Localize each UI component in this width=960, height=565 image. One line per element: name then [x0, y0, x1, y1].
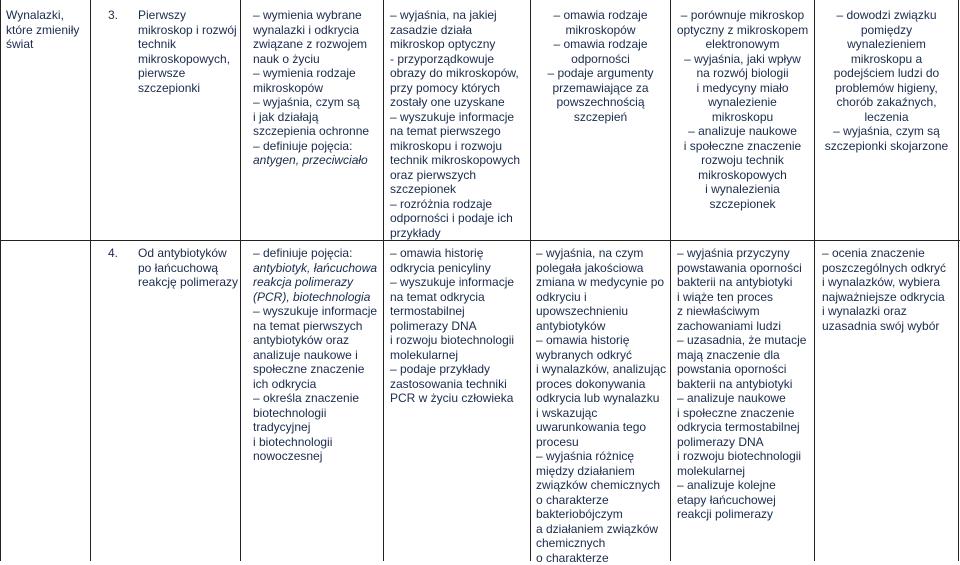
extended-requirements-cell: – omawia rodzaje mikroskopów – omawia rodzaje odporności – podaje argumenty przemawiające za powszechnością szczepień: [547, 8, 654, 124]
column-divider: [0, 0, 1, 561]
topic-cell: Pierwszy mikroskop i rozwój technik mikroskopowych, pierwsze szczepionki: [138, 8, 237, 95]
basic-requirements-cell: – wyjaśnia, na jakiej zasadzie działa mikroskop optyczny - przyporządkowuje obrazy do mikroskopów, przy pomocy których zostały one uzyskane – wyszukuje informacje na temat pierwszego mikroskopu i rozwoju technik mikroskopowych oraz pierwszych szczepionek – rozróżnia rodzaje odporności i podaje ich przykłady: [390, 8, 521, 240]
column-divider: [383, 0, 384, 561]
section-label: Wynalazki, które zmieniły świat: [6, 8, 80, 51]
row-number: 4.: [108, 246, 119, 260]
topic-cell: Od antybiotyków po łańcuchową reakcję polimerazy: [138, 246, 239, 289]
content-cell: – wymienia wybrane wynalazki i odkrycia związane z rozwojem nauk o życiu – wymienia rodzaje mikroskopów – wyjaśnia, czym są i jak działają szczepienia ochronne – definiuje pojęcia: antygen, przeciwciało: [253, 8, 370, 167]
basic-requirements-cell: – omawia historię odkrycia penicyliny – wyszukuje informacje na temat odkrycia termostabilnej polimerazy DNA i rozwoju biotechnologii molekularnej – podaje przykłady zastosowania techniki PCR w życiu człowieka: [390, 246, 515, 405]
column-divider: [958, 0, 959, 561]
row-divider: [0, 240, 960, 241]
beyond-requirements-cell: – ocenia znaczenie poszczególnych odkryć i wynalazków, wybiera najważniejsze odkrycia i wynalazki oraz uzasadnia swój wybór: [822, 246, 947, 333]
extended-requirements-cell: – wyjaśnia, na czym polegała jakościowa zmiana w medycynie po odkryciu i upowszechnieniu antybiotyków – omawia historię wybranych odkryć i wynalazków, analizując proces dokonywania odkrycia lub wynalazku i wskazując uwarunkowania tego procesu – wyjaśnia różnicę między działaniem związków chemicznych o charakterze bakteriobójczym a działaniem związków chemicznych o charakterze: [536, 246, 667, 565]
beyond-requirements-cell: – dowodzi związku pomiędzy wynalezieniem mikroskopu a podejściem ludzi do problemów higieny, chorób zakaźnych, leczenia – wyjaśnia, czym są szczepionki skojarzone: [824, 8, 949, 153]
column-divider: [90, 0, 91, 561]
column-divider: [240, 0, 241, 561]
full-requirements-cell: – porównuje mikroskop optyczny z mikroskopem elektronowym – wyjaśnia, jaki wpływ na rozwój biologii i medycyny miało wynalezienie mikroskopu – analizuje naukowe i społeczne znaczenie rozwoju technik mikroskopowych i wynalezienia szczepionek: [676, 8, 809, 211]
row-number: 3.: [108, 8, 119, 22]
content-cell: – definiuje pojęcia: antybiotyk, łańcuchowa reakcja polimerazy (PCR), biotechnologia – wyszukuje informacje na temat pierwszych antybiotyków oraz analizuje naukowe i społeczne znaczenie ich odkrycia – określa znaczenie biotechnologii tradycyjnej i biotechnologii nowoczesnej: [253, 246, 378, 463]
full-requirements-cell: – wyjaśnia przyczyny powstawania oporności bakterii na antybiotyki i wiąże ten proces z niewłaściwym zachowaniami ludzi – uzasadnia, że mutacje mają znaczenie dla powstania oporności bakterii na antybiotyki – analizuje naukowe i społeczne znaczenie odkrycia termostabilnej polimerazy DNA i rozwoju biotechnologii molekularnej – analizuje kolejne etapy łańcuchowej reakcji polimerazy: [677, 246, 807, 521]
